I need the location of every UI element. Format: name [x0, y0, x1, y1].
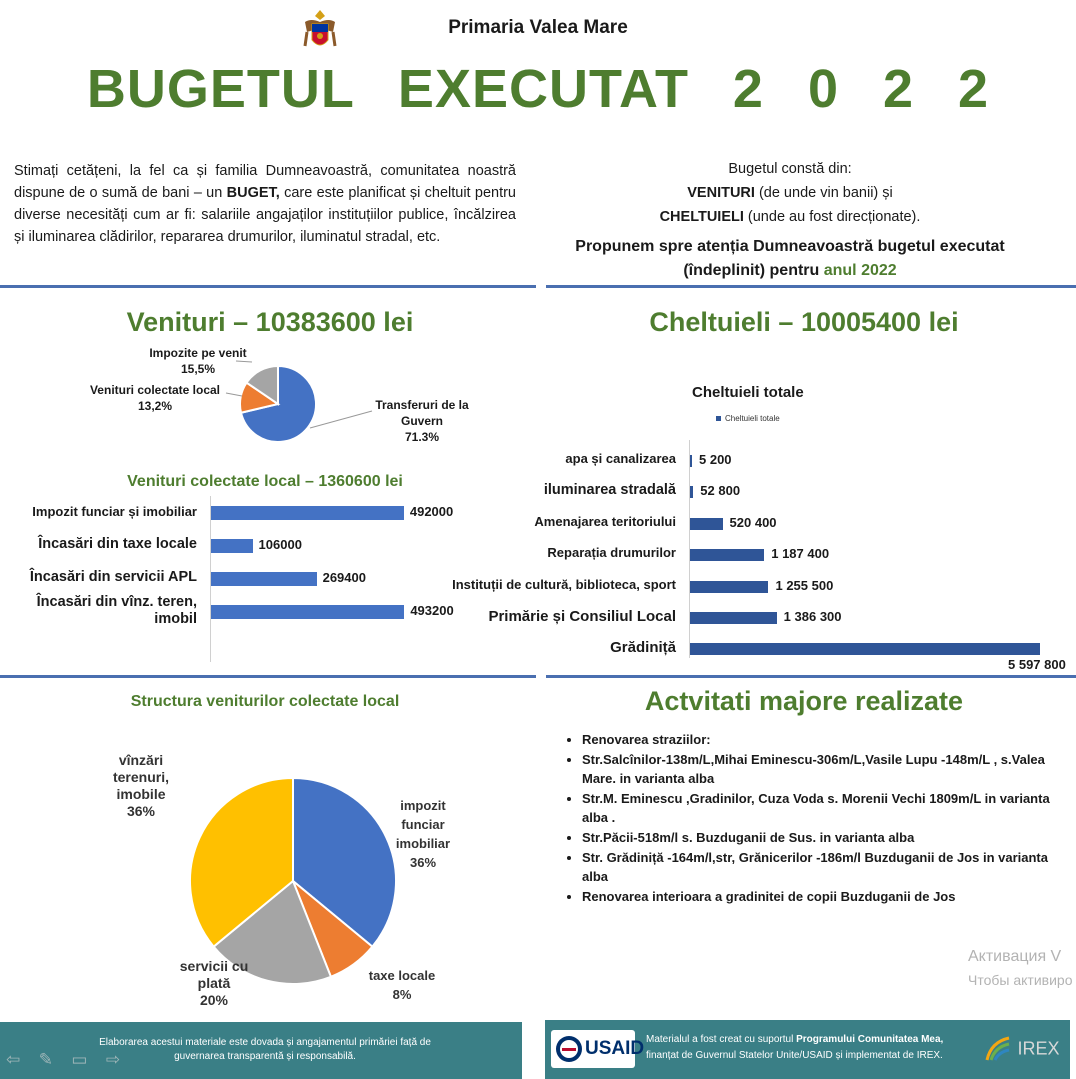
- expense-bar: [690, 612, 777, 624]
- pie-label-local-taxes: taxe locale 8%: [368, 968, 436, 1002]
- expense-bar-label: apa și canalizarea: [565, 451, 676, 466]
- info-proposal: Propunem spre atenția Dumneavoastră bugetul executat (îndeplinit) pentru anul 2022: [575, 238, 1005, 279]
- expense-bar-value: 5 200: [699, 452, 732, 467]
- section-divider: [0, 675, 536, 678]
- expenses-chart-title: Cheltuieli totale: [692, 384, 804, 401]
- expense-bar-value: 5 597 800: [1008, 657, 1066, 672]
- activities-list: [556, 730, 1056, 907]
- expense-bar-label: Instituții de cultură, biblioteca, sport: [452, 577, 676, 592]
- expense-bar: [690, 455, 692, 467]
- pie-label-local: Venituri colectate local 13,2%: [89, 383, 221, 413]
- expense-bar-label: iluminarea stradală: [543, 482, 676, 498]
- expense-bar-value: 52 800: [700, 483, 741, 498]
- expenses-title: Cheltuieli – 10005400 lei: [649, 307, 959, 337]
- slides-icon[interactable]: ▭: [71, 1050, 88, 1069]
- expense-bar: [690, 486, 693, 498]
- info-expenses: CHELTUIELI (unde au fost direcționate).: [659, 209, 921, 225]
- expense-bar-label: Grădiniță: [610, 639, 676, 656]
- expense-bar: [690, 643, 1040, 655]
- expense-bar-value: 1 255 500: [775, 578, 834, 593]
- activity-item: • Str.Păcii-518m/l s. Buzduganii de Sus. in varianta alba: [582, 828, 1056, 847]
- municipality-name: Primaria Valea Mare: [448, 17, 628, 38]
- activity-item: • Renovarea straziilor:: [582, 730, 1056, 749]
- local-bar-label: Încasări din servicii APL: [29, 569, 197, 585]
- expense-bar-value: 1 187 400: [771, 546, 830, 561]
- footer-right: [545, 1020, 1070, 1079]
- page-title: BUGETUL EXECUTAT 2 0 2 2: [86, 59, 990, 119]
- local-bar-value: 492000: [409, 504, 454, 519]
- footer-left-text: Elaborarea acestui materiale este dovada și angajamentul primăriei față de guvernarea transparentă și responsabilă.: [99, 1037, 431, 1062]
- local-bar-label: Impozit funciar și imobiliar: [32, 504, 197, 519]
- pie-label-land-sales: vînzări terenuri, imobile 36%: [112, 752, 169, 819]
- expense-bar: [690, 581, 768, 593]
- section-divider: [0, 285, 536, 288]
- expense-bar-value: 520 400: [729, 515, 777, 530]
- local-bar-label: Încasări din taxe locale: [38, 536, 197, 552]
- info-revenues: VENITURI (de unde vin banii) și: [687, 185, 893, 201]
- structure-title: Structura veniturilor colectate local: [130, 693, 400, 710]
- structure-pie: [190, 778, 396, 984]
- budget-info: [548, 157, 1032, 283]
- pie-label-income-tax: Impozite pe venit 15,5%: [149, 346, 247, 376]
- pie-label-transfers: Transferuri de la Guvern 71.3%: [375, 398, 469, 444]
- legend-swatch: [716, 416, 721, 421]
- footer-right-text: Materialul a fost creat cu suportul Programului Comunitatea Mea, finanțat de Guvernul Statelor Unite/USAID și implementat de IREX.: [646, 1034, 944, 1061]
- expenses-legend: Cheltuieli totale: [716, 414, 780, 423]
- expense-bar-value: 1 386 300: [783, 609, 842, 624]
- slide-nav: [6, 1050, 120, 1070]
- section-divider: [546, 675, 1076, 678]
- expense-bar: [690, 549, 764, 561]
- local-bar: [211, 539, 253, 553]
- expense-bar-label: Amenajarea teritoriului: [534, 514, 676, 529]
- usaid-seal-icon: [554, 1034, 584, 1064]
- irex-logo: IREX: [983, 1034, 1059, 1064]
- pen-icon[interactable]: ✎: [38, 1050, 53, 1069]
- local-bar: [211, 506, 404, 520]
- local-revenues-title: Venituri colectate local – 1360600 lei: [127, 473, 403, 490]
- activity-item: • Str.M. Eminescu ,Gradinilor, Cuza Voda s. Morenii Vechi 1809m/L in varianta alba .: [582, 789, 1056, 827]
- expense-bar: [690, 518, 723, 530]
- local-bar-value: 493200: [410, 603, 454, 618]
- expenses-chart: [400, 440, 1076, 670]
- revenues-title: Venituri – 10383600 lei: [126, 307, 414, 337]
- footer-left: [0, 1022, 522, 1079]
- arrow-right-icon[interactable]: ⇨: [105, 1050, 121, 1069]
- activation-watermark: Активация V: [968, 948, 1062, 965]
- activity-item: • Renovarea interioara a gradinitei de copii Buzduganii de Jos: [582, 887, 1056, 906]
- activity-item: • Str. Grădiniță -164m/l,str, Grănicerilor -186m/l Buzduganii de Jos in varianta alba: [582, 848, 1056, 886]
- local-bar-value: 269400: [322, 570, 366, 585]
- local-bar-label: Încasări din vînz. teren, imobil: [36, 594, 197, 627]
- pie-label-paid-services: servicii cu plată 20%: [179, 958, 249, 1008]
- irex-swirl-icon: [983, 1034, 1013, 1064]
- local-bar: [211, 572, 317, 586]
- pie-label-property-tax: impozit funciar imobiliar 36%: [395, 798, 451, 870]
- activities-title: Actvitati majore realizate: [644, 686, 964, 716]
- info-line: Bugetul constă din:: [728, 161, 852, 177]
- activation-watermark-sub: Чтобы активиро: [968, 972, 1073, 988]
- usaid-logo: USAID: [551, 1030, 635, 1068]
- intro-paragraph: Stimați cetățeni, la fel ca și familia Dumneavoastră, comunitatea noastră dispune de o sumă de bani – un BUGET, care este planificat și cheltuit pentru diverse necesități cum ar fi: salariile angajaților instituțiilor publice, încălzirea și iluminarea clădirilor, repararea drumurilor, iluminatul stradal, etc.: [14, 163, 516, 245]
- local-bar: [211, 605, 404, 619]
- activity-item: • Str.Salcînilor-138m/L,Mihai Eminescu-306m/L,Vasile Lupu -148m/L , s.Valea Mare. in varianta alba: [582, 750, 1056, 788]
- arrow-left-icon[interactable]: ⇦: [6, 1050, 21, 1069]
- local-bar-value: 106000: [258, 537, 302, 552]
- section-divider: [546, 285, 1076, 288]
- expense-bar-label: Reparația drumurilor: [547, 545, 676, 560]
- expense-bar-label: Primărie și Consiliul Local: [488, 608, 676, 625]
